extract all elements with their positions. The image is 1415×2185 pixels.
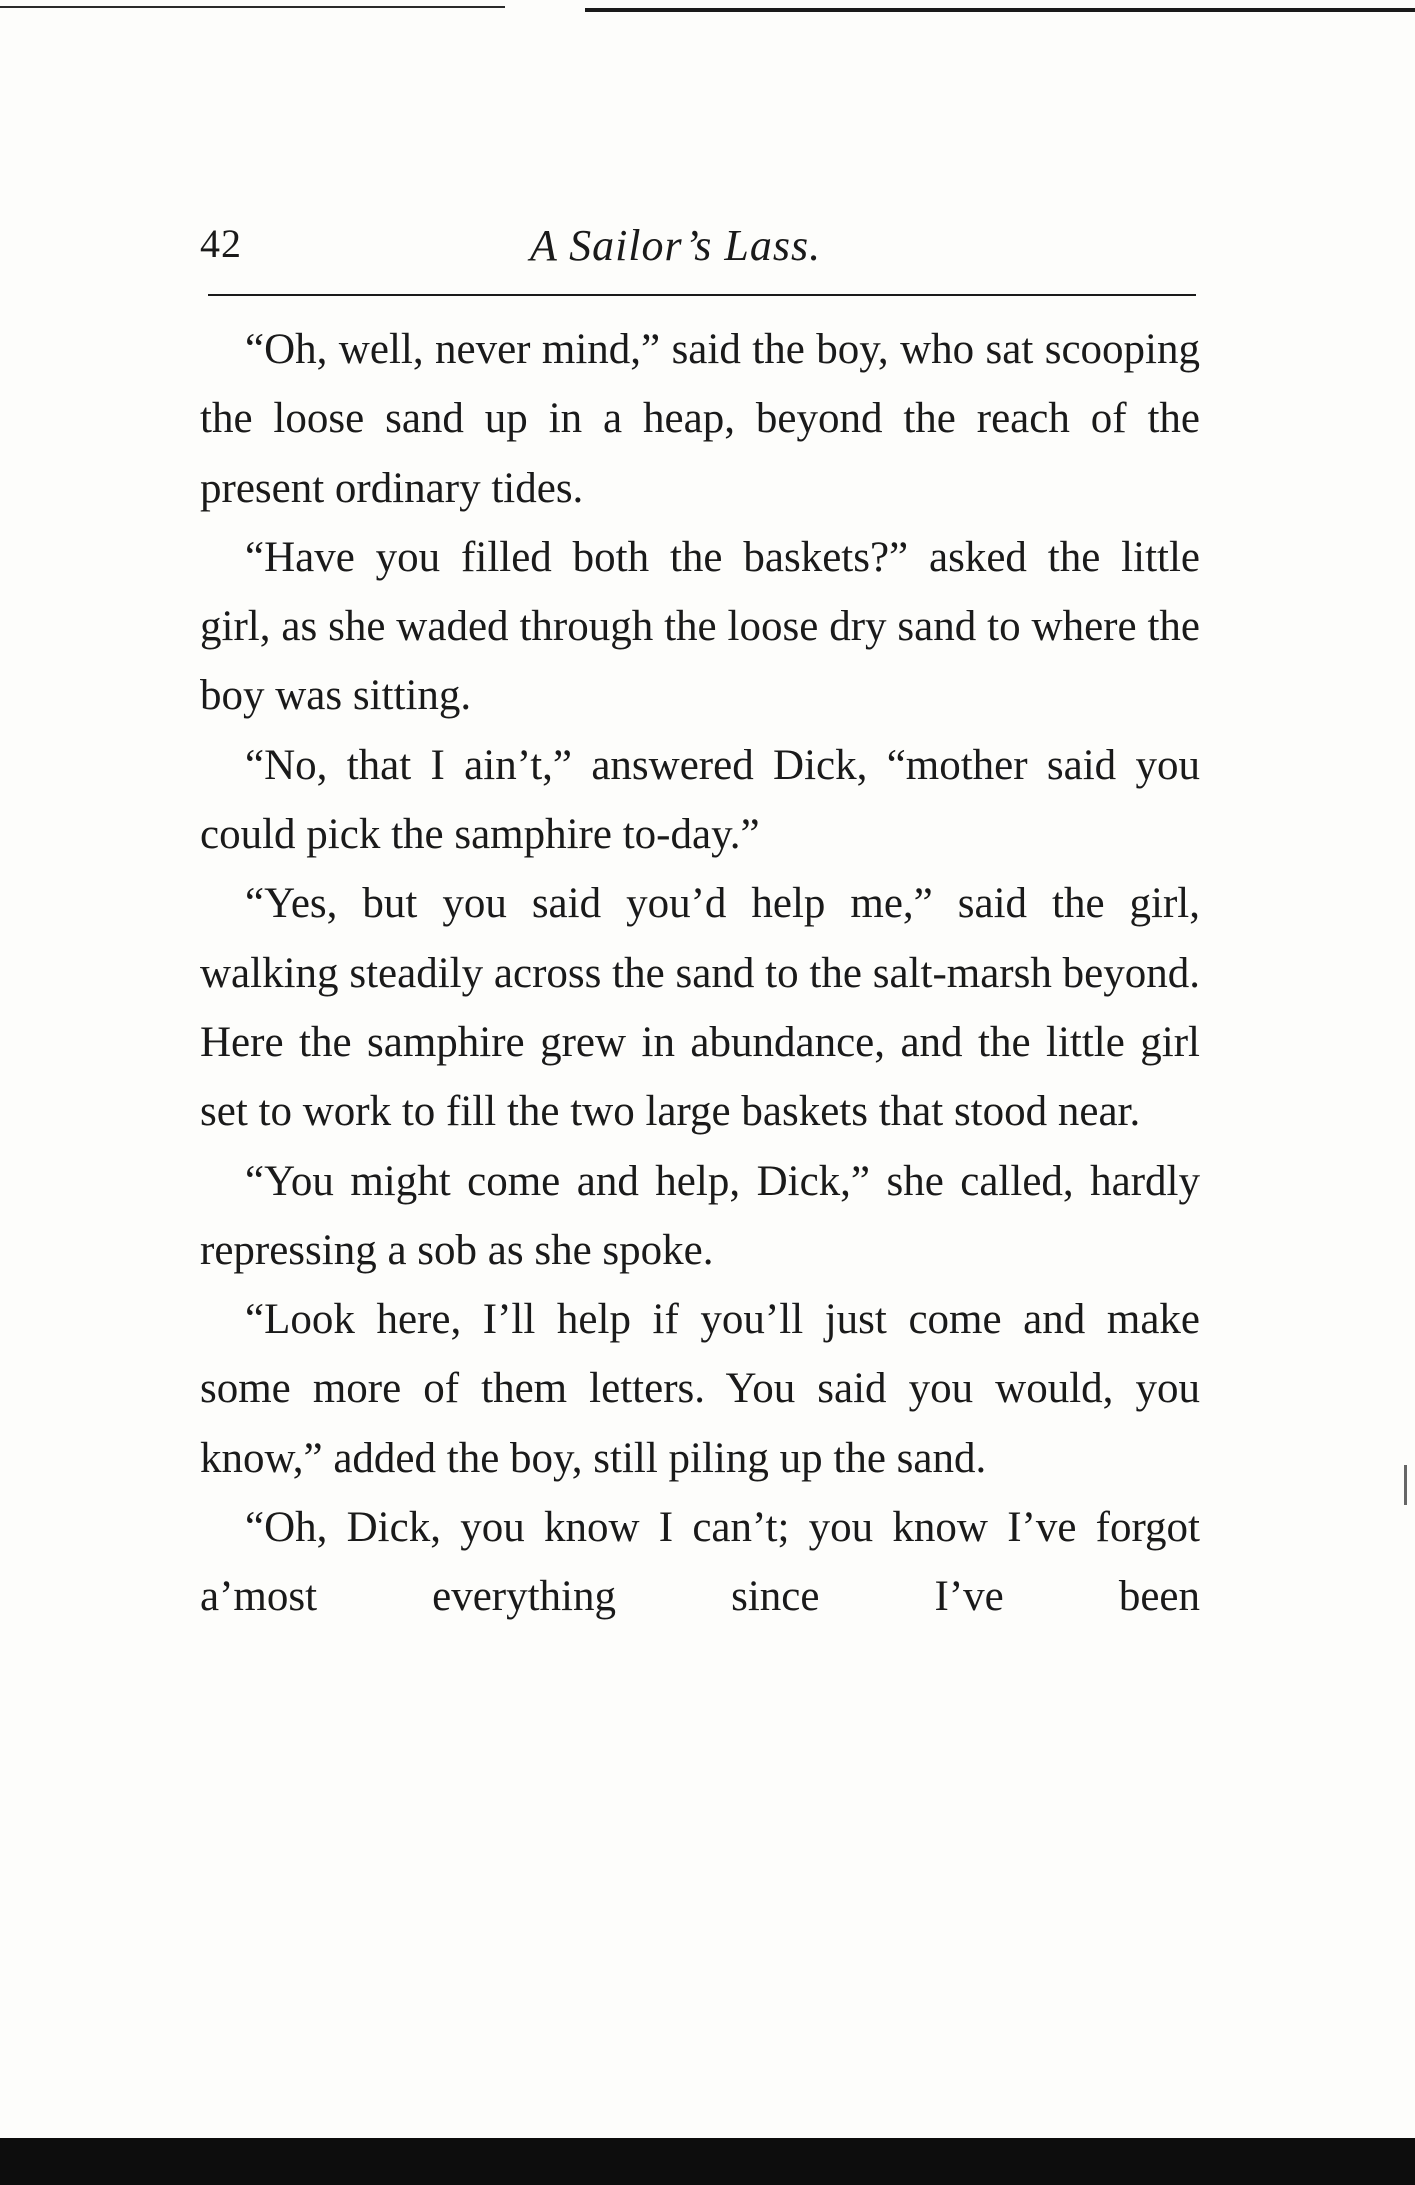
top-edge-rule-right: [585, 8, 1415, 12]
page-header: [200, 220, 1200, 280]
top-edge-rule-left: [0, 6, 505, 8]
header-rule: [208, 294, 1196, 296]
bottom-edge-bar: [0, 2138, 1415, 2185]
paragraph: “Have you filled both the baskets?” asked the little girl, as she waded through the loose dry sand to where the boy was sitting.: [200, 533, 1200, 720]
running-title: A Sailor’s Lass.: [530, 221, 822, 270]
paragraph: “You might come and help, Dick,” she called, hardly repressing a sob as she spoke.: [200, 1157, 1200, 1274]
paragraph: “Yes, but you said you’d help me,” said the girl, walking steadily across the sand to the salt-marsh beyond. Here the samphire grew in abundance, and the little girl set to work to fill the two large baskets that stood near.: [200, 880, 1200, 1136]
paragraph: “Oh, Dick, you know I can’t; you know I’ve forgot a’most everything since I’ve been: [200, 1504, 1200, 1621]
body-text: [200, 315, 1200, 1632]
paragraph: “Look here, I’ll help if you’ll just come and make some more of them letters. You said you would, you know,” added the boy, still piling up the sand.: [200, 1296, 1200, 1482]
paragraph: “Oh, well, never mind,” said the boy, who sat scooping the loose sand up in a heap, beyond the reach of the present ordinary tides.: [200, 326, 1200, 512]
page-edge-mark: [1404, 1465, 1407, 1505]
paragraph: “No, that I ain’t,” answered Dick, “mother said you could pick the samphire to-day.”: [200, 741, 1200, 859]
page-number: 42: [200, 221, 242, 266]
